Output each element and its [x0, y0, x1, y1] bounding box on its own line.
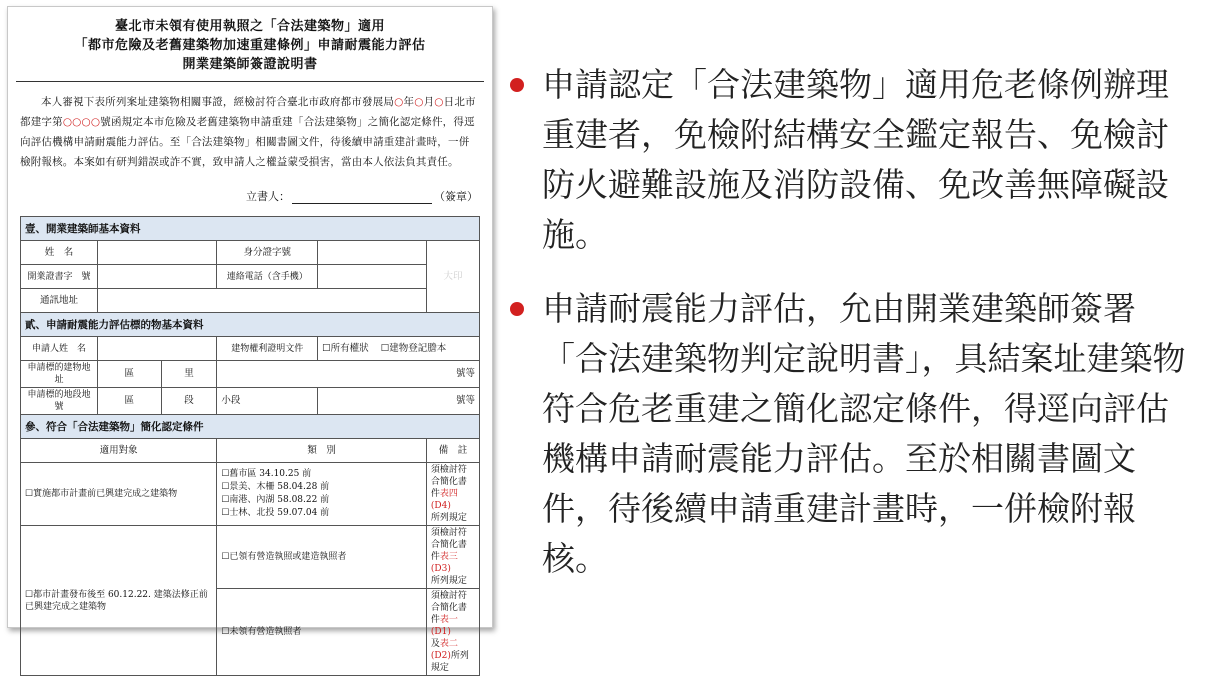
applicant-label: 申請人姓 名: [21, 337, 98, 361]
id-number-field[interactable]: [318, 241, 427, 265]
address-li: 里: [161, 361, 217, 388]
target-2-checkbox[interactable]: [25, 590, 33, 600]
category-list-1: ☐ 舊市區 34.10.25 前 ☐ 景美、木柵 58.04.28 前 ☐ 南港、內湖 58.08.22 前 ☐ 士林、北投 59.07.04 前: [217, 463, 427, 526]
applicant-field[interactable]: [97, 337, 216, 361]
section-conditions-title: 參、符合「合法建築物」簡化認定條件: [21, 415, 480, 439]
header-target: 適用對象: [21, 439, 217, 463]
address-suffix[interactable]: 號等: [217, 361, 480, 388]
address-field[interactable]: [97, 289, 426, 313]
category-unlicensed: ☐ 未領有營造執照者: [217, 589, 427, 676]
bullet-text-2: 申請耐震能力評估，允由開業建築師簽署「合法建築物判定說明書」，具結案址建築物符合危老重建之簡化認定條件，得逕向評估機構申請耐震能力評估。至於相關書圖文件，待後續申請重建計畫時，一併檢附報核。: [542, 289, 1186, 578]
section-target-title: 貳、申請耐震能力評估標的物基本資料: [21, 313, 480, 337]
land-suffix[interactable]: 號等: [318, 388, 480, 415]
rights-doc-options: ☐ 所有權狀 ☐ 建物登記謄本: [318, 337, 480, 361]
seal-box: 大印: [426, 241, 479, 313]
header-note: 備 註: [426, 439, 479, 463]
rights-doc-label: 建物權利證明文件: [217, 337, 318, 361]
bullet-list: [510, 60, 1200, 608]
address-label: 通訊地址: [21, 289, 98, 313]
title-line-2: 「都市危險及老舊建築物加速重建條例」申請耐震能力評估: [74, 38, 426, 53]
land-section: 段: [161, 388, 217, 415]
signature-line: 立書人： （簽章）: [246, 190, 478, 203]
license-label: 開業證書字 號: [21, 265, 98, 289]
architect-name-label: 姓 名: [21, 241, 98, 265]
id-number-label: 身分證字號: [217, 241, 318, 265]
note-row-1: 須檢討符合簡化書件表四(D4) 所列規定: [426, 463, 479, 526]
bullet-item-1: [510, 60, 1200, 260]
target-1-checkbox[interactable]: [25, 489, 33, 499]
target-row-1: ☐ 實施都市計畫前已興建完成之建築物: [21, 463, 217, 526]
header-category: 類 別: [217, 439, 427, 463]
land-district: 區: [97, 388, 161, 415]
bullet-item-2: [510, 284, 1200, 584]
declaration-text: 本人審視下表所列案址建築物相關事證，經檢討符合臺北市政府都市發展局○年○月○日北市都建字第○○○○號函規定本市危險及老舊建築物申請重建「合法建築物」之簡化認定條件，得逕向評估機構申請耐震能力評估。至「合法建築物」相關書圖文件，待後續申請重建計畫時，一併檢附報核。本案如有研判錯誤或詐不實，致申請人之權益蒙受損害，當由本人依法負其責任。: [20, 96, 476, 168]
title-line-1: 臺北市未領有使用執照之「合法建築物」適用: [114, 19, 385, 34]
note-row-3: 須檢討符合簡化書件表一(D1) 及表二(D2)所列規定: [426, 589, 479, 676]
note-row-2: 須檢討符合簡化書件表三(D3) 所列規定: [426, 526, 479, 589]
signature-field[interactable]: [292, 191, 432, 204]
document-page: [7, 6, 493, 673]
application-form-table: [20, 216, 480, 676]
bullet-dot-icon: [510, 302, 524, 316]
ownership-checkbox[interactable]: [322, 343, 331, 354]
target-row-2: ☐ 都市計畫發布後至 60.12.22. 建築法修正前已興建完成之建築物: [21, 526, 217, 676]
address-district: 區: [97, 361, 161, 388]
phone-field[interactable]: [318, 265, 427, 289]
bullet-text-1: 申請認定「合法建築物」適用危老條例辦理重建者，免檢附結構安全鑑定報告、免檢討防火避難設施及消防設備、免改善無障礙設施。: [542, 65, 1169, 254]
license-field[interactable]: [97, 265, 216, 289]
phone-label: 連絡電話（含手機）: [217, 265, 318, 289]
land-number-label: 申請標的地段地號: [21, 388, 98, 415]
building-address-label: 申請標的建物地址: [21, 361, 98, 388]
section-architect-title: 壹、開業建築師基本資料: [21, 217, 480, 241]
land-subsection: 小段: [217, 388, 318, 415]
architect-name-field[interactable]: [97, 241, 216, 265]
bullet-dot-icon: [510, 78, 524, 92]
divider: [16, 81, 484, 82]
title-line-3: 開業建築師簽證說明書: [182, 57, 318, 72]
category-licensed: ☐ 已領有營造執照或建造執照者: [217, 526, 427, 589]
document-title: [20, 17, 480, 74]
